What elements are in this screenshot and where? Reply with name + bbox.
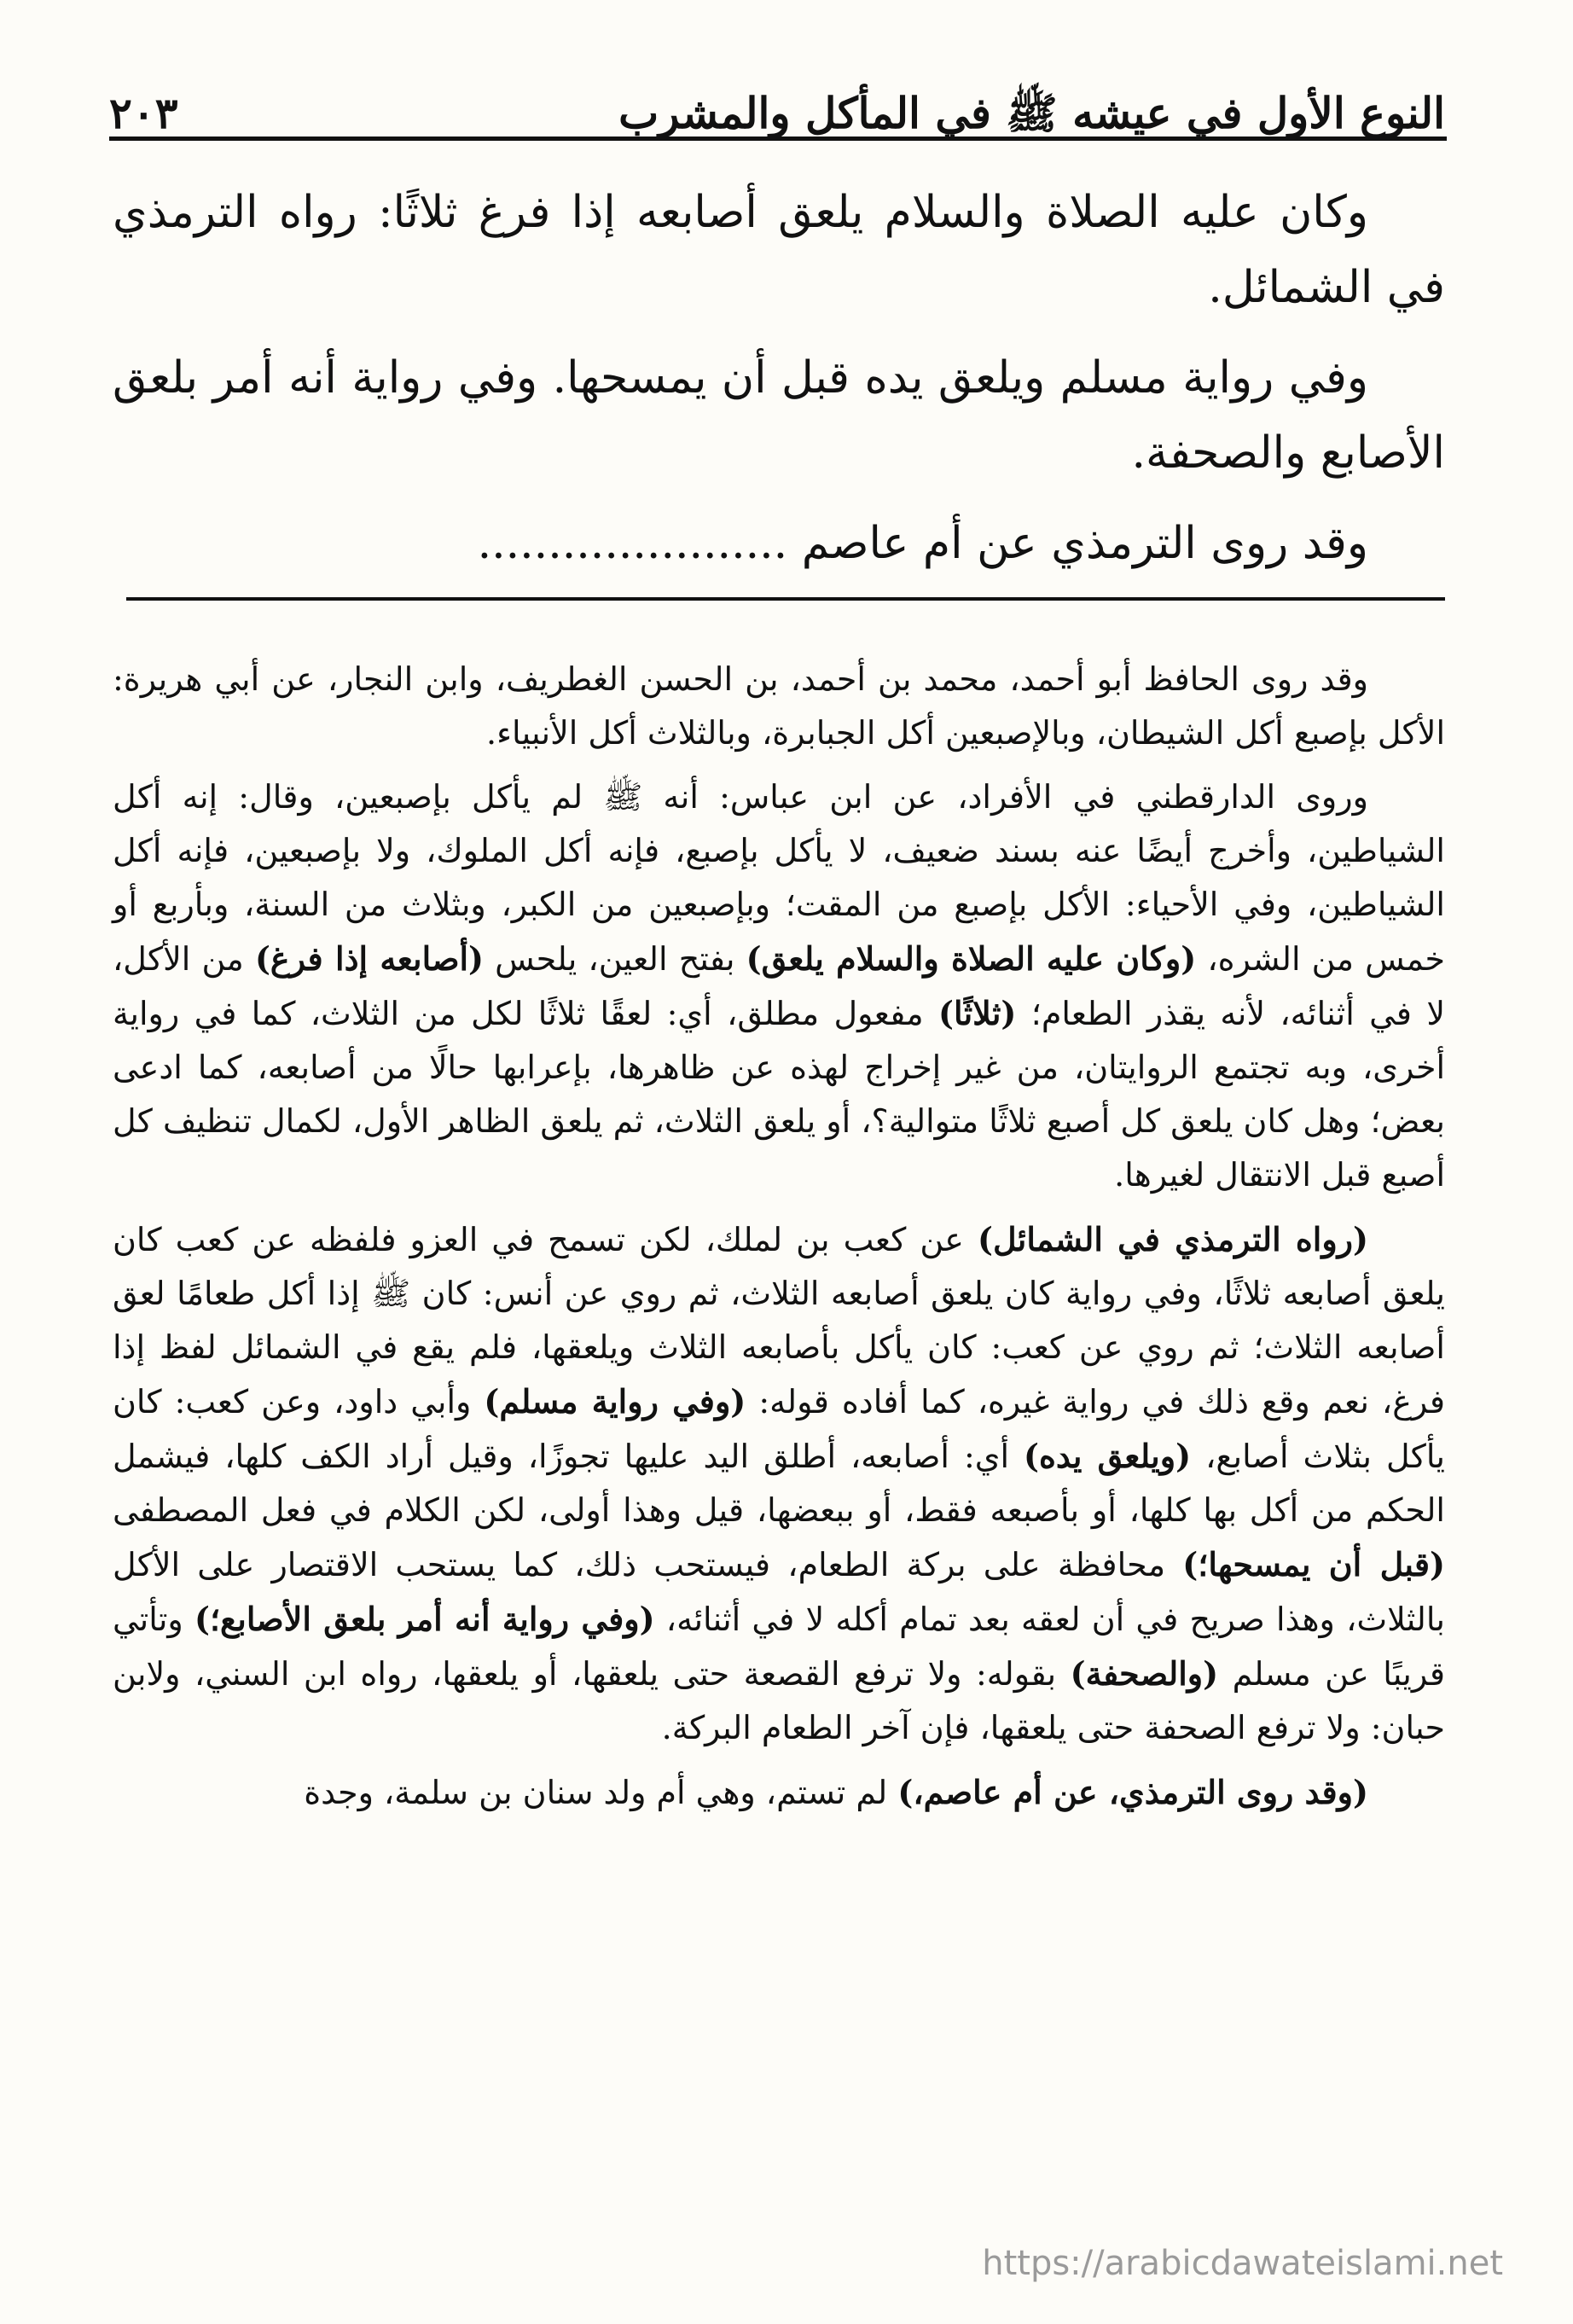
- text-segment: وأبي داود، وعن كعب: كان يأكل بثلاث أصابع،: [113, 1383, 1445, 1475]
- commentary-paragraph: [113, 770, 1445, 1202]
- commentary-text: [113, 653, 1445, 1830]
- text-segment: مفعول مطلق، أي: لعقًا ثلاثًا لكل من الثلاث، كما في رواية أخرى، وبه تجتمع الروايتان، من غير إخراج لهذه عن ظاهرها، بإعرابها حالًا من أصابعه، كما ادعى بعض؛ وهل كان يلعق كل أصبع ثلاثًا متوالية؟، أو يلعق الثلاث، ثم يلعق الظاهر الأول، لكمال تنظيف كل أصبع قبل الانتقال لغيرها.: [113, 995, 1446, 1194]
- commentary-paragraph: وقد روى الحافظ أبو أحمد، محمد بن أحمد، بن الحسن الغطريف، وابن النجار، عن أبي هريرة: الأكل بإصبع أكل الشيطان، وبالإصبعين أكل الجبابرة، وبالثلاث أكل الأنبياء.: [113, 660, 1445, 752]
- source-watermark: https://arabicdawateislami.net: [982, 2244, 1503, 2283]
- text-segment: من الأكل، لا في أثنائه، لأنه يقذر الطعام؛: [113, 940, 1445, 1032]
- quoted-matn: (ثلاثًا): [938, 994, 1017, 1032]
- quoted-matn: (أصابعه إذا فرغ): [254, 939, 485, 978]
- quoted-matn: (ويلعق يده): [1024, 1437, 1192, 1475]
- text-segment: محافظة على بركة الطعام، فيستحب ذلك، كما يستحب الاقتصار على الأكل بالثلاث، وهذا صريح في أن لعقه بعد تمام أكله لا في أثنائه،: [113, 1546, 1445, 1638]
- text-segment: وتأتي قريبًا عن مسلم: [113, 1601, 1445, 1693]
- matn-paragraph: وفي رواية مسلم ويلعق يده قبل أن يمسحها. وفي رواية أنه أمر بلعق الأصابع والصحفة.: [113, 352, 1445, 479]
- text-segment: عن كعب بن لملك، لكن تسمح في العزو فلفظه عن كعب كان يلعق أصابعه ثلاثًا، وفي رواية كان يلعق أصابعه الثلاث، ثم روي عن أنس: كان ﷺ إذا أكل طعامًا لعق أصابعه الثلاث؛ ثم روي عن كعب: كان يأكل بأصابعه الثلاث ويلعقها، فلم يقع في الشمائل لفظ إذا فرغ، نعم وقع ذلك في رواية غيره، كما أفاده قوله:: [113, 1221, 1446, 1421]
- commentary-paragraph: [113, 1212, 1445, 1755]
- quoted-matn: (والصحفة): [1070, 1654, 1219, 1693]
- page-number: ٢٠٣: [109, 88, 178, 138]
- continuation-dots: ......................: [477, 518, 788, 569]
- quoted-matn: (قبل أن يمسحها؛): [1182, 1545, 1445, 1583]
- matn-paragraph: [113, 506, 1445, 581]
- running-title: النوع الأول في عيشه ﷺ في المأكل والمشرب: [618, 88, 1445, 138]
- matn-text: [113, 175, 1445, 596]
- quoted-matn: (وكان عليه الصلاة والسلام يلعق): [746, 939, 1197, 978]
- quoted-matn: (وقد روى الترمذي، عن أم عاصم،): [897, 1773, 1368, 1811]
- matn-text-segment: وقد روى الترمذي عن أم عاصم: [801, 518, 1368, 569]
- text-segment: بفتح العين، يلحس: [484, 940, 746, 978]
- text-segment: أي: أصابعه، أطلق اليد عليها تجوزًا، وقيل أراد الكف كلها، فيشمل الحكم من أكل بها كلها، أو بأصبعه فقط، أو ببعضها، قيل وهذا أولى، لكن الكلام في فعل المصطفى: [113, 1438, 1445, 1529]
- quoted-matn: (وفي رواية مسلم): [484, 1382, 746, 1421]
- text-segment: وروى الدارقطني في الأفراد، عن ابن عباس: أنه ﷺ لم يأكل بإصبعين، وقال: إنه أكل الشياطين، وأخرج أيضًا عنه بسند ضعيف، لا يأكل بإصبع، فإنه أكل الملوك، ولا بإصبعين، فإنه أكل الشياطين، وفي الأحياء: الأكل بإصبع من المقت؛ وبإصبعين من الكبر، وبثلاث من السنة، وبأربع أو خمس من الشره،: [113, 778, 1445, 978]
- header-rule: [109, 137, 1447, 141]
- quoted-matn: (رواه الترمذي في الشمائل): [977, 1220, 1369, 1258]
- commentary-paragraph: [113, 1765, 1445, 1820]
- commentary-separator: [126, 597, 1445, 601]
- page-header: [109, 67, 1445, 138]
- text-segment: لم تستم، وهي أم ولد سنان بن سلمة، وجدة: [304, 1774, 898, 1811]
- quoted-matn: (وفي رواية أنه أمر بلعق الأصابع؛): [194, 1600, 655, 1638]
- text-segment: بقوله: ولا ترفع القصعة حتى يلعقها، أو يلعقها، رواه ابن السني، ولابن حبان: ولا ترفع الصحفة حتى يلعقها، فإن آخر الطعام البركة.: [113, 1655, 1445, 1746]
- matn-paragraph: وكان عليه الصلاة والسلام يلعق أصابعه إذا فرغ ثلاثًا: رواه الترمذي في الشمائل.: [113, 187, 1445, 313]
